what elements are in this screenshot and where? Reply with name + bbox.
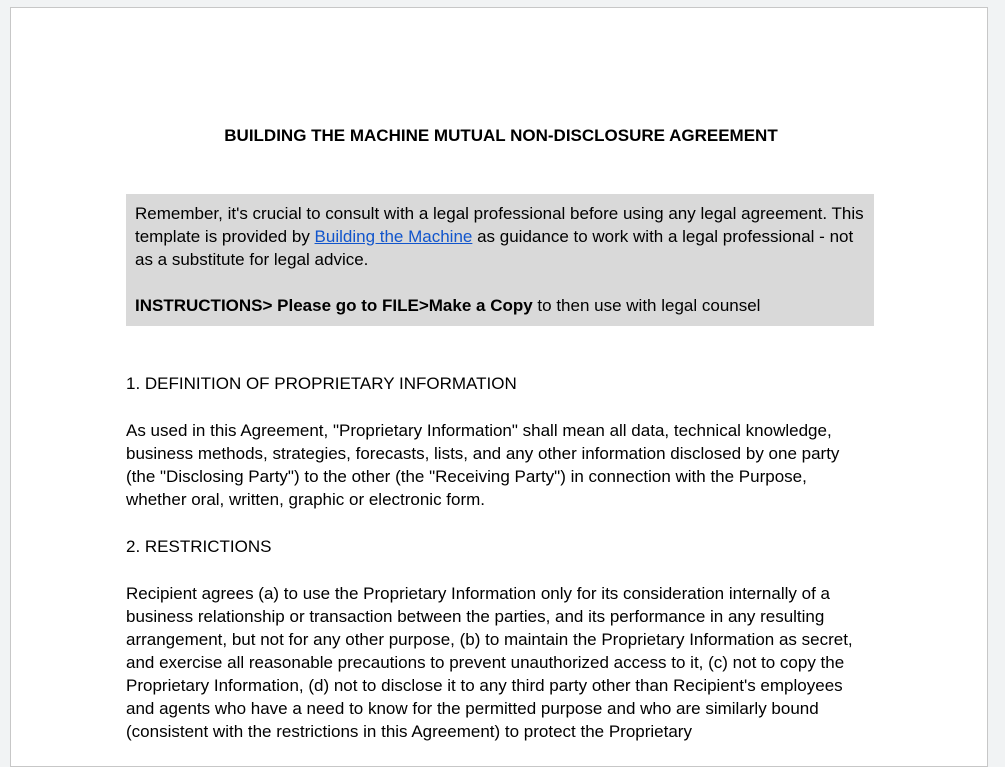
- instructions-rest: to then use with legal counsel: [532, 296, 761, 315]
- building-the-machine-link[interactable]: Building the Machine: [314, 227, 473, 246]
- instructions-text: [135, 294, 866, 317]
- document-page: [10, 7, 988, 767]
- section-body-restrictions: Recipient agrees (a) to use the Proprietary Information only for its consideration internally of a business relationship or transaction between the parties, and its performance in any resulting arrangement, but not for any other purpose, (b) to maintain the Proprietary Information as secret, and exercise all reasonable precautions to prevent unauthorized access to it, (c) not to copy the Proprietary Information, (d) not to disclose it to any third party other than Recipient's employees and agents who have a need to know for the permitted purpose and who are similarly bound (consistent with the restrictions in this Agreement) to protect the Proprietary: [126, 584, 853, 741]
- legal-notice-text: [135, 202, 866, 271]
- section-heading-restrictions: 2. RESTRICTIONS: [126, 537, 272, 556]
- document-title: BUILDING THE MACHINE MUTUAL NON-DISCLOSURE AGREEMENT: [224, 126, 778, 145]
- section-heading-definition: 1. DEFINITION OF PROPRIETARY INFORMATION: [126, 374, 517, 393]
- notice-spacer: [135, 271, 866, 294]
- notice-text-before-link: Remember, it's crucial to consult with a legal professional before using any legal agreement. This template is provided by: [135, 204, 864, 246]
- instructions-bold: INSTRUCTIONS> Please go to FILE>Make a Copy: [135, 296, 533, 315]
- section-body-definition: As used in this Agreement, "Proprietary Information" shall mean all data, technical knowledge, business methods, strategies, forecasts, lists, and any other information disclosed by one party (the "Disclosing Party") to the other (the "Receiving Party") in connection with the Purpose, whether oral, written, graphic or electronic form.: [126, 421, 840, 509]
- legal-notice-box: [126, 194, 874, 326]
- notice-text-after-link: as guidance to work with a legal professional - not as a substitute for legal advice.: [135, 227, 854, 269]
